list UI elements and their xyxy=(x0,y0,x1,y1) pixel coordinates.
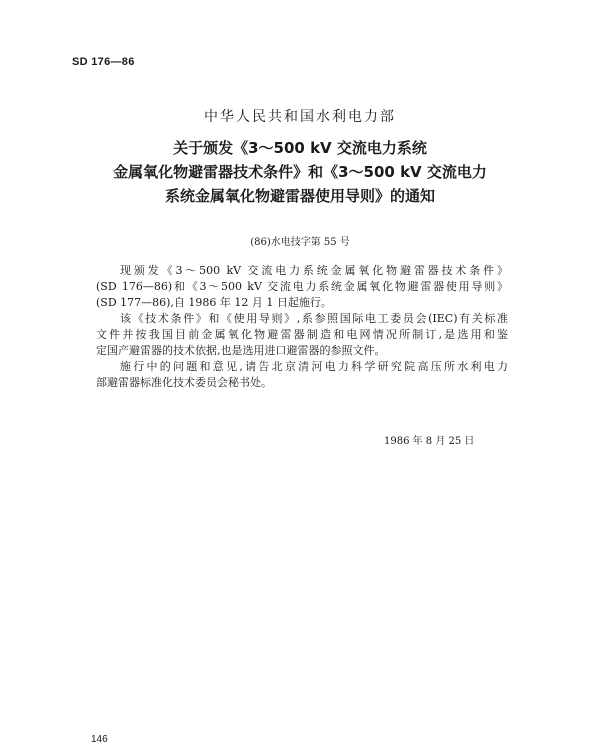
paragraph-1 xyxy=(96,263,508,311)
issue-date: 1986 年 8 月 25 日 xyxy=(384,436,475,447)
title-line-3: 系统金属氧化物避雷器使用导则》的通知 xyxy=(164,187,435,205)
text-line: 该《技术条件》和《使用导则》,系参照国际电工委员会(IEC)有关标准 xyxy=(120,312,508,325)
text-line: 文件并按我国目前金属氧化物避雷器制造和电网情况所制订,是选用和鉴 xyxy=(96,328,508,341)
standard-code: SD 176—86 xyxy=(72,56,135,68)
text-line: 部避雷器标准化技术委员会秘书处。 xyxy=(96,376,272,389)
text-line: (SD 176—86)和《3～500 kV 交流电力系统金属氧化物避雷器使用导则》 xyxy=(96,280,508,293)
paragraph-3 xyxy=(96,359,508,391)
text-line: 施行中的问题和意见,请告北京清河电力科学研究院高压所水利电力 xyxy=(120,360,508,373)
notice-body xyxy=(96,263,508,391)
text-line: 现颁发《3～500 kV 交流电力系统金属氧化物避雷器技术条件》 xyxy=(120,264,508,277)
text-line: 定国产避雷器的技术依据,也是选用进口避雷器的参照文件。 xyxy=(96,344,386,357)
page-number: 146 xyxy=(91,734,108,745)
title-line-1: 关于颁发《3～500 kV 交流电力系统 xyxy=(173,139,427,157)
text-line: (SD 177—86),自 1986 年 12 月 1 日起施行。 xyxy=(96,296,332,309)
document-number: (86)水电技字第 55 号 xyxy=(250,237,350,248)
document-title xyxy=(0,136,600,208)
paragraph-2 xyxy=(96,311,508,359)
issuing-authority: 中华人民共和国水利电力部 xyxy=(204,109,396,125)
title-line-2: 金属氧化物避雷器技术条件》和《3～500 kV 交流电力 xyxy=(113,163,487,181)
